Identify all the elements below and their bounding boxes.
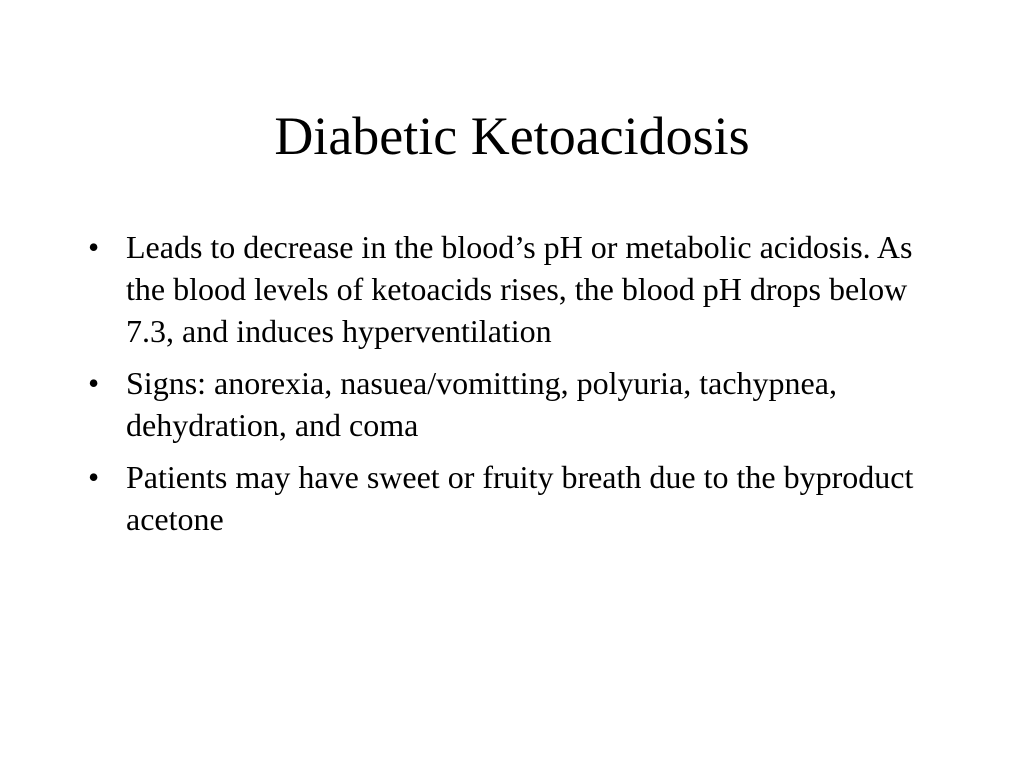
slide-title: Diabetic Ketoacidosis — [274, 106, 750, 166]
bullet-text: Patients may have sweet or fruity breath due to the byproduct acetone — [126, 459, 914, 537]
bullet-text: Leads to decrease in the blood’s pH or metabolic acidosis. As the blood levels of ketoacids rises, the blood pH drops below 7.3, and induces hyperventilation — [126, 229, 913, 349]
bullet-item — [88, 456, 948, 540]
bullet-item — [88, 226, 948, 352]
bullet-item — [88, 362, 948, 446]
bullet-icon: • — [88, 229, 100, 265]
bullet-icon: • — [88, 459, 100, 495]
bullet-icon: • — [88, 365, 100, 401]
bullet-list — [88, 226, 948, 550]
bullet-text: Signs: anorexia, nasuea/vomitting, polyuria, tachypnea, dehydration, and coma — [126, 365, 837, 443]
